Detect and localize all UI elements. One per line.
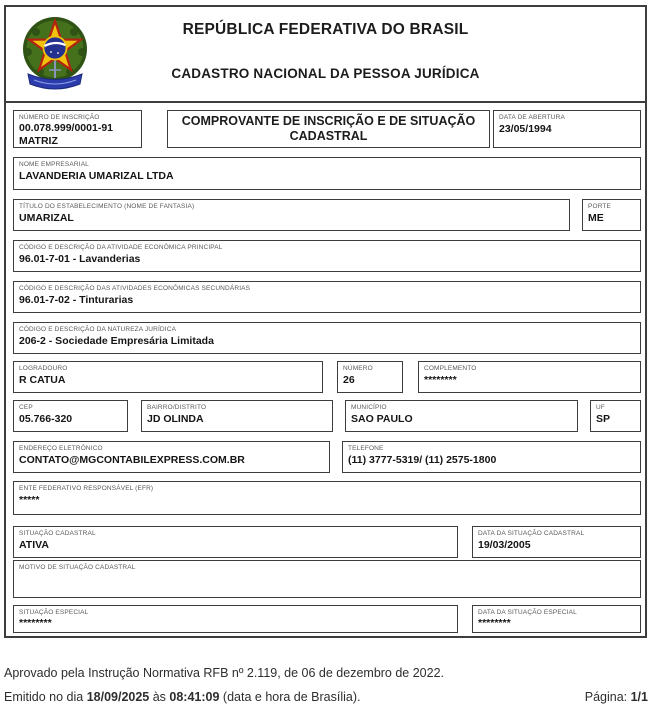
- field-value: CONTATO@MGCONTABILEXPRESS.COM.BR: [19, 454, 245, 466]
- header-divider: [4, 101, 647, 103]
- page-label: Página:: [584, 690, 631, 704]
- field-value: 96.01-7-02 - Tinturarias: [19, 294, 134, 306]
- field-atividade-principal: [13, 240, 641, 272]
- field-label: NÚMERO: [343, 365, 373, 372]
- field-label: DATA DA SITUAÇÃO CADASTRAL: [478, 530, 585, 537]
- field-label: COMPLEMENTO: [424, 365, 477, 372]
- field-label: DATA DE ABERTURA: [499, 114, 565, 121]
- field-numero: [337, 361, 403, 393]
- field-bairro: [141, 400, 333, 432]
- field-uf: [590, 400, 641, 432]
- approval-note: Aprovado pela Instrução Normativa RFB nº 2.119, de 06 de dezembro de 2022.: [4, 666, 445, 680]
- field-value-matriz: MATRIZ: [19, 135, 58, 147]
- field-nome-empresarial: [13, 157, 641, 190]
- field-label: TELEFONE: [348, 445, 384, 452]
- field-municipio: [345, 400, 578, 432]
- field-value: 26: [343, 374, 355, 386]
- field-cep: [13, 400, 128, 432]
- field-data-abertura: [493, 110, 641, 148]
- field-situacao-especial: [13, 605, 458, 633]
- field-label: LOGRADOURO: [19, 365, 68, 372]
- field-value: ********: [478, 617, 511, 629]
- field-value: SP: [596, 413, 611, 425]
- republic-title: REPÚBLICA FEDERATIVA DO BRASIL: [182, 21, 469, 38]
- field-label: ENDEREÇO ELETRÔNICO: [19, 445, 103, 452]
- field-porte: [582, 199, 641, 231]
- field-numero-inscricao: [13, 110, 142, 148]
- field-label: BAIRRO/DISTRITO: [147, 404, 207, 411]
- field-value: SAO PAULO: [351, 413, 413, 425]
- field-value: 96.01-7-01 - Lavanderias: [19, 253, 141, 265]
- emitted-date: 18/09/2025: [86, 690, 150, 704]
- comprovante-title-text: COMPROVANTE DE INSCRIÇÃO E DE SITUAÇÃO CADASTRAL: [181, 114, 476, 143]
- field-logradouro: [13, 361, 323, 393]
- field-value: 05.766-320: [19, 413, 73, 425]
- field-comprovante-title: [167, 110, 490, 148]
- field-value: ME: [588, 212, 604, 224]
- field-label: DATA DA SITUAÇÃO ESPECIAL: [478, 609, 577, 616]
- field-value: (11) 3777-5319/ (11) 2575-1800: [348, 454, 497, 466]
- emitted-prefix: Emitido no dia: [4, 690, 87, 704]
- field-value: 19/03/2005: [478, 539, 531, 551]
- field-label: CÓDIGO E DESCRIÇÃO DA NATUREZA JURÍDICA: [19, 326, 177, 333]
- field-value: 00.078.999/0001-91: [19, 122, 114, 134]
- field-titulo-estabelecimento: [13, 199, 570, 231]
- field-label: NOME EMPRESARIAL: [19, 161, 89, 168]
- field-value: ********: [424, 374, 457, 386]
- field-label: MUNICÍPIO: [351, 404, 387, 411]
- field-value: JD OLINDA: [147, 413, 204, 425]
- field-natureza-juridica: [13, 322, 641, 354]
- field-value: ********: [19, 617, 52, 629]
- field-value: UMARIZAL: [19, 212, 74, 224]
- field-label: UF: [596, 404, 605, 411]
- emitted-middle: às: [149, 690, 170, 704]
- field-complemento: [418, 361, 641, 393]
- field-telefone: [342, 441, 641, 473]
- field-data-situacao-cadastral: [472, 526, 641, 558]
- field-value: R CATUA: [19, 374, 66, 386]
- field-label: CÓDIGO E DESCRIÇÃO DA ATIVIDADE ECONÔMICA PRINCIPAL: [19, 244, 223, 251]
- emitted-time: 08:41:09: [169, 690, 220, 704]
- field-label: MOTIVO DE SITUAÇÃO CADASTRAL: [19, 564, 136, 571]
- field-label: SITUAÇÃO CADASTRAL: [19, 530, 96, 537]
- emitted-suffix: (data e hora de Brasília).: [219, 690, 361, 704]
- page-number: [585, 690, 648, 704]
- field-motivo-situacao-cadastral: [13, 560, 641, 598]
- page-value: 1/1: [630, 690, 648, 704]
- field-label: NÚMERO DE INSCRIÇÃO: [19, 114, 100, 121]
- field-data-situacao-especial: [472, 605, 641, 633]
- field-value: LAVANDERIA UMARIZAL LTDA: [19, 170, 174, 182]
- field-value: 23/05/1994: [499, 123, 552, 135]
- cnpj-title: CADASTRO NACIONAL DA PESSOA JURÍDICA: [171, 66, 480, 81]
- field-label: CEP: [19, 404, 33, 411]
- field-endereco-eletronico: [13, 441, 330, 473]
- field-label: SITUAÇÃO ESPECIAL: [19, 609, 89, 616]
- field-efr: [13, 481, 641, 515]
- field-label: PORTE: [588, 203, 612, 210]
- field-value: 206-2 - Sociedade Empresária Limitada: [19, 335, 214, 347]
- emission-line: [4, 690, 361, 705]
- field-label: TÍTULO DO ESTABELECIMENTO (NOME DE FANTASIA): [19, 203, 195, 210]
- field-label: ENTE FEDERATIVO RESPONSÁVEL (EFR): [19, 485, 154, 492]
- field-label: CÓDIGO E DESCRIÇÃO DAS ATIVIDADES ECONÔMICAS SECUNDÁRIAS: [19, 285, 251, 292]
- field-value: *****: [19, 494, 40, 506]
- field-atividades-secundarias: [13, 281, 641, 313]
- field-value: ATIVA: [19, 539, 49, 551]
- field-situacao-cadastral: [13, 526, 458, 558]
